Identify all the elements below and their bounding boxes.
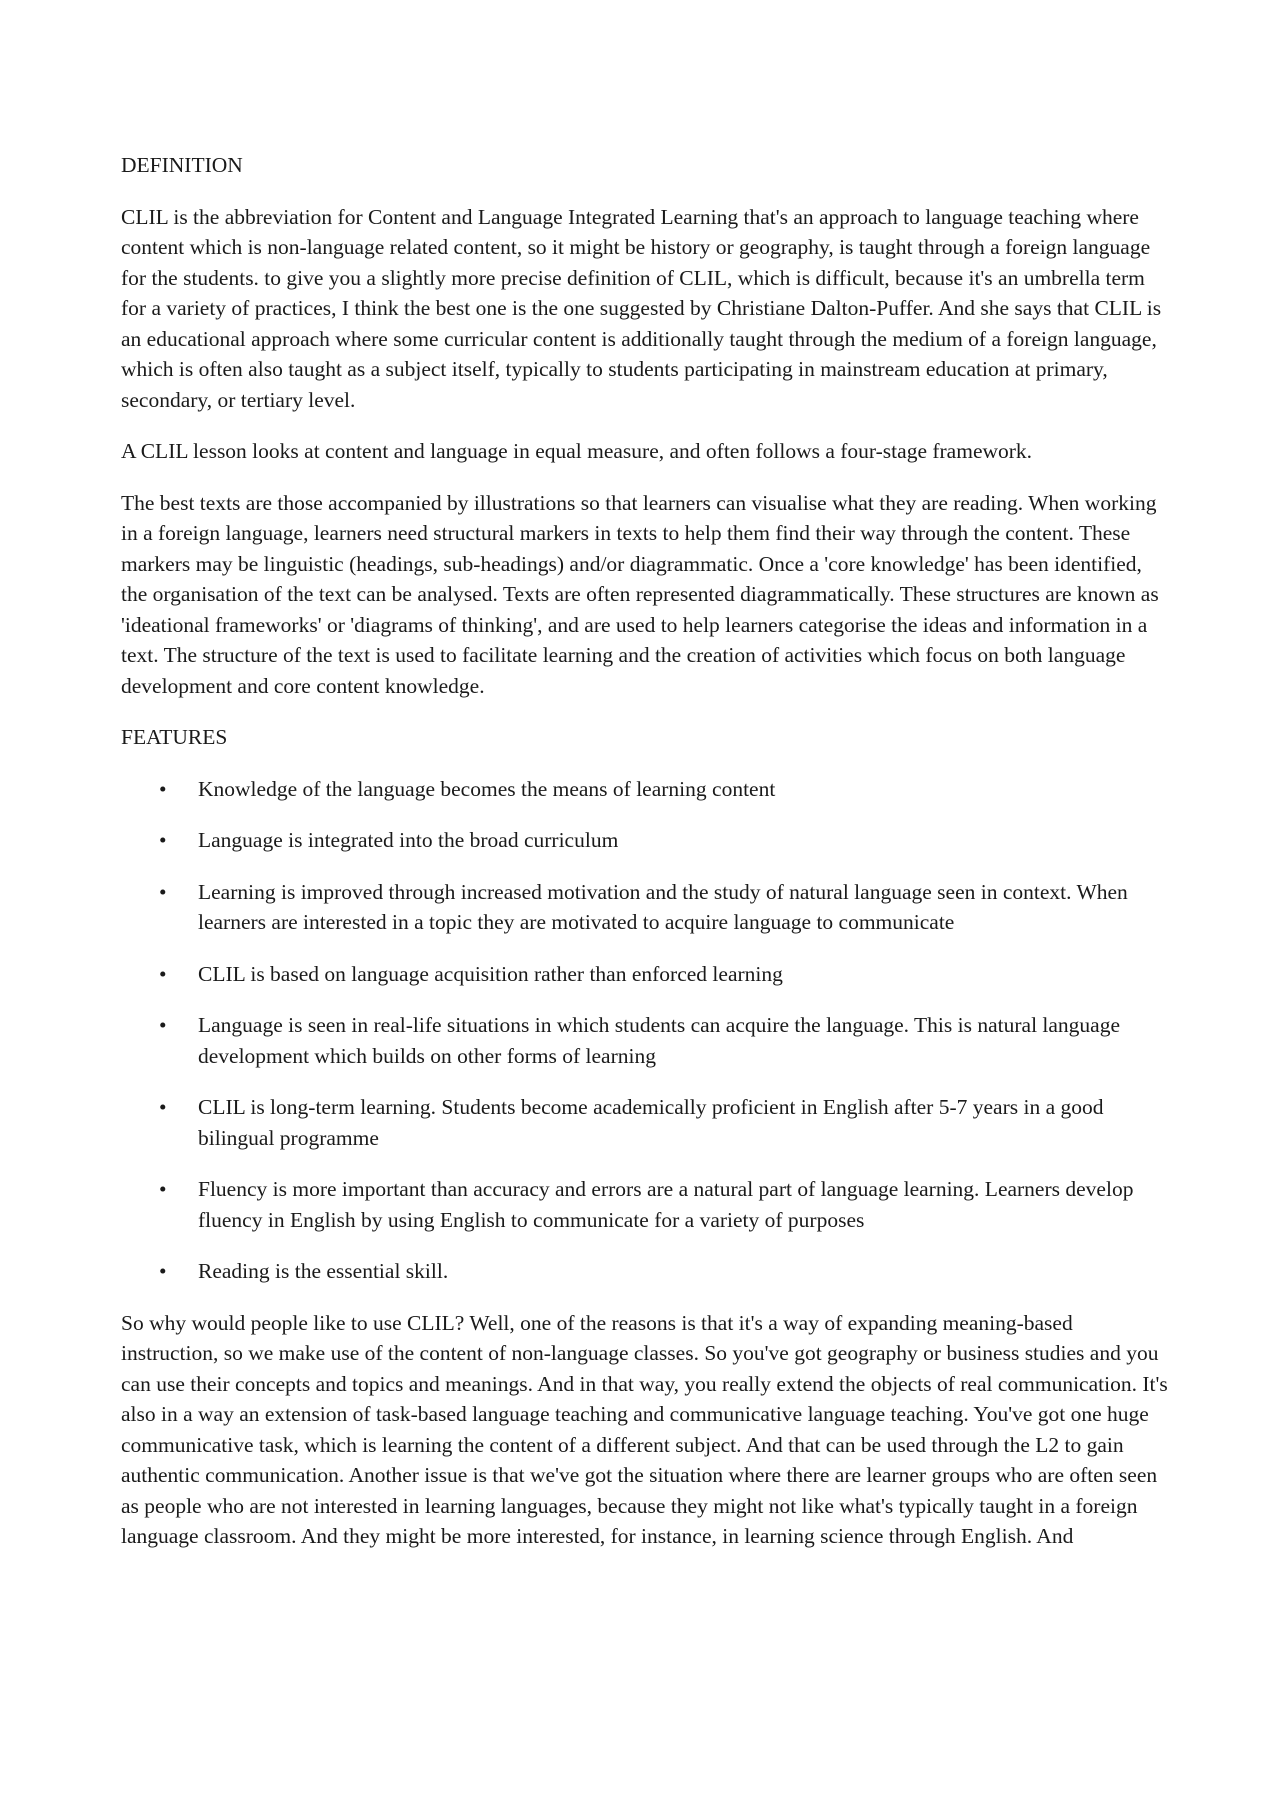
closing-paragraph: So why would people like to use CLIL? Well, one of the reasons is that it's a way of expanding meaning-based instruction, so we make use of the content of non-language classes. So you've got geography or business studies and you can use their concepts and topics and meanings. And in that way, you really extend the objects of real communication. It's also in a way an extension of task-based language teaching and communicative language teaching. You've got one huge communicative task, which is learning the content of a different subject. And that can be used through the L2 to gain authentic communication. Another issue is that we've got the situation where there are learner groups who are often seen as people who are not interested in learning languages, because they might not like what's typically taught in a foreign language classroom. And they might be more interested, for instance, in learning science through English. And [121,1310,1168,1548]
list-item-text: CLIL is based on language acquisition rather than enforced learning [198,961,783,986]
list-item-text: Language is seen in real-life situations in which students can acquire the language. This is natural language development which builds on other forms of learning [198,1013,1121,1068]
bullet-icon: • [159,1259,167,1283]
bullet-icon: • [159,1013,167,1037]
list-item-text: Learning is improved through increased motivation and the study of natural language seen in context. When learners are interested in a topic they are motivated to acquire language to communicate [198,879,1128,934]
list-item-text: Reading is the essential skill. [198,1259,449,1283]
list-item [121,1174,1171,1235]
features-heading: FEATURES [121,725,228,749]
list-item-text: Knowledge of the language becomes the means of learning content [198,776,776,801]
definition-paragraph-2: A CLIL lesson looks at content and language in equal measure, and often follows a four-stage framework. [121,439,1033,463]
bullet-icon: • [159,776,167,801]
list-item [121,959,1171,990]
bullet-icon: • [159,1095,167,1119]
bullet-icon: • [159,828,167,852]
list-item-text: Fluency is more important than accuracy and errors are a natural part of language learning. Learners develop fluency in English by using English to communicate for a variety of purposes [198,1177,1134,1232]
list-item [121,825,1171,856]
list-item [121,1092,1171,1153]
list-item [121,1010,1171,1071]
list-item [121,877,1171,938]
list-item-text: Language is integrated into the broad curriculum [198,828,619,852]
document-page [121,150,1171,1573]
definition-paragraph-3: The best texts are those accompanied by illustrations so that learners can visualise what they are reading. When working in a foreign language, learners need structural markers in texts to help them find their way through the content. These markers may be linguistic (headings, sub-headings) and/or diagrammatic. Once a 'core knowledge' has been identified, the organisation of the text can be analysed. Texts are often represented diagrammatically. These structures are known as 'ideational frameworks' or 'diagrams of thinking', and are used to help learners categorise the ideas and information in a text. The structure of the text is used to facilitate learning and the creation of activities which focus on both language development and core content knowledge. [121,490,1159,698]
list-item-text: CLIL is long-term learning. Students become academically proficient in English after 5-7 years in a good bilingual programme [198,1095,1104,1150]
definition-heading: DEFINITION [121,153,243,177]
bullet-icon: • [159,1177,167,1201]
list-item [121,774,1171,805]
features-list [121,774,1171,1287]
bullet-icon: • [159,879,167,904]
list-item [121,1256,1171,1287]
bullet-icon: • [159,961,167,986]
definition-paragraph-1: CLIL is the abbreviation for Content and Language Integrated Learning that's an approach to language teaching where content which is non-language related content, so it might be history or geography, is taught through a foreign language for the students. to give you a slightly more precise definition of CLIL, which is difficult, because it's an umbrella term for a variety of practices, I think the best one is the one suggested by Christiane Dalton-Puffer. And she says that CLIL is an educational approach where some curricular content is additionally taught through the medium of a foreign language, which is often also taught as a subject itself, typically to students participating in mainstream education at primary, secondary, or tertiary level. [121,204,1162,412]
